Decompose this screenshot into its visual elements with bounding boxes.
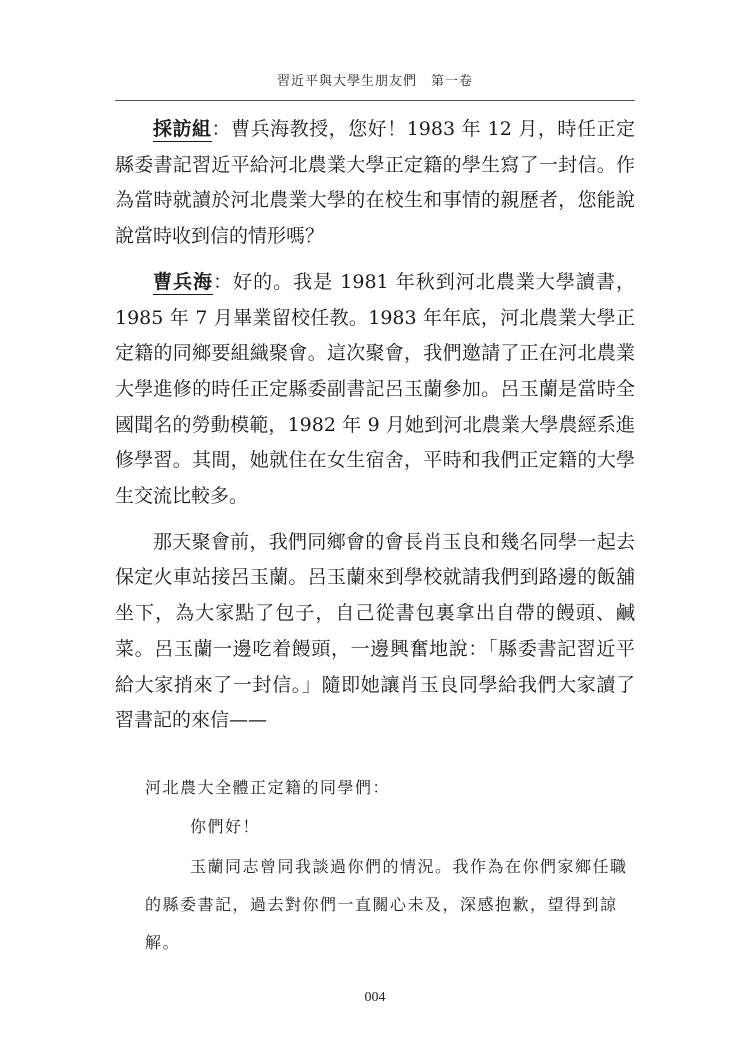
letter-body: 玉蘭同志曾同我談過你們的情況。我作為在你們家鄉任職的縣委書記，過去對你們一直關心未及，深感抱歉，望得到諒解。 <box>145 857 628 952</box>
letter-salutation: 河北農大全體正定籍的同學們： <box>145 778 391 797</box>
page-number: 004 <box>364 990 386 1005</box>
header-divider <box>115 100 635 101</box>
running-header: 習近平與大學生朋友們 第一卷 <box>276 74 473 89</box>
paragraph-text: ：曹兵海教授，您好！1983 年 12 月，時任正定縣委書記習近平給河北農業大學正定籍的學生寫了一封信。作為當時就讀於河北農業大學的在校生和事情的親歷者，您能說說當時收到信的情形嗎？ <box>115 118 635 248</box>
speaker-label: 曹兵海 <box>153 270 214 293</box>
interview-paragraph-2 <box>115 265 635 515</box>
letter-greeting: 你們好！ <box>190 817 261 836</box>
quoted-letter <box>115 770 635 962</box>
interview-body <box>115 112 635 749</box>
interview-paragraph-1 <box>115 112 635 255</box>
interview-paragraph-3 <box>115 525 635 739</box>
speaker-label: 採訪組 <box>153 118 212 140</box>
paragraph-text: 那天聚會前，我們同鄉會的會長肖玉良和幾名同學一起去保定火車站接呂玉蘭。呂玉蘭來到學校就請我們到路邊的飯舖坐下，為大家點了包子，自己從書包裏拿出自帶的饅頭、鹹菜。呂玉蘭一邊吃着饅頭，一邊興奮地說：「縣委書記習近平給大家捎來了一封信。」隨即她讓肖玉良同學給我們大家讀了習書記的來信—— <box>115 530 635 732</box>
paragraph-text: ：好的。我是 1981 年秋到河北農業大學讀書，1985 年 7 月畢業留校任教。1983 年年底，河北農業大學正定籍的同鄉要組織聚會。這次聚會，我們邀請了正在河北農業大學進修的時任正定縣委副書記呂玉蘭參加。呂玉蘭是當時全國聞名的勞動模範，1982 年 9 月她到河北農業大學農經系進修學習。其間，她就住在女生宿舍，平時和我們正定籍的大學生交流比較多。 <box>115 270 635 508</box>
